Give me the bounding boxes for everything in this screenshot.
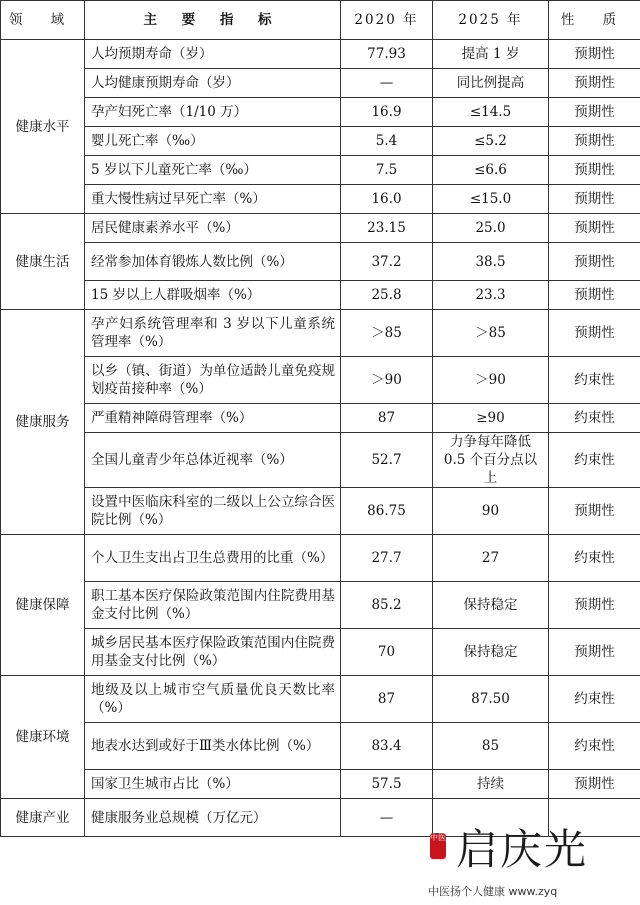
value-2020-cell: 37.2	[341, 243, 433, 281]
indicator-cell: 健康服务业总规模（万亿元）	[85, 799, 341, 837]
nature-cell: 约束性	[549, 433, 640, 488]
value-2025-cell: 提高 1 岁	[433, 40, 549, 69]
table-row	[1, 723, 640, 770]
header-2020: 2020 年	[341, 1, 433, 40]
value-2025-cell: 同比例提高	[433, 69, 549, 98]
indicator-cell: 孕产妇系统管理率和 3 岁以下儿童系统管理率（%）	[85, 310, 341, 357]
value-2020-cell: 57.5	[341, 770, 433, 799]
header-2025: 2025 年	[433, 1, 549, 40]
domain-cell: 健康服务	[1, 310, 85, 535]
value-2020-cell: 27.7	[341, 535, 433, 582]
value-2025-cell: 90	[433, 488, 549, 535]
table-row	[1, 98, 640, 127]
value-2020-cell: 16.9	[341, 98, 433, 127]
value-2020-cell: 83.4	[341, 723, 433, 770]
value-2020-cell: ＞85	[341, 310, 433, 357]
table-row	[1, 214, 640, 243]
domain-cell: 健康生活	[1, 214, 85, 310]
table-row	[1, 40, 640, 69]
domain-cell: 健康保障	[1, 535, 85, 676]
nature-cell: 约束性	[549, 535, 640, 582]
nature-cell: 预期性	[549, 214, 640, 243]
nature-cell: 约束性	[549, 404, 640, 433]
table-row	[1, 69, 640, 98]
indicator-cell: 15 岁以上人群吸烟率（%）	[85, 281, 341, 310]
value-2025-cell: ＞85	[433, 310, 549, 357]
value-2025-cell: ＞90	[433, 357, 549, 404]
nature-cell: 预期性	[549, 127, 640, 156]
value-2025-cell: 23.3	[433, 281, 549, 310]
value-2025-cell: ≤6.6	[433, 156, 549, 185]
value-2025-cell: 保持稳定	[433, 629, 549, 676]
nature-cell: 预期性	[549, 582, 640, 629]
table-row	[1, 243, 640, 281]
indicator-cell: 全国儿童青少年总体近视率（%）	[85, 433, 341, 488]
nature-cell: 预期性	[549, 281, 640, 310]
nature-cell: 约束性	[549, 723, 640, 770]
nature-cell: 预期性	[549, 629, 640, 676]
nature-cell: 预期性	[549, 185, 640, 214]
value-2020-cell: 25.8	[341, 281, 433, 310]
value-2025-cell: ≤5.2	[433, 127, 549, 156]
indicator-cell: 居民健康素养水平（%）	[85, 214, 341, 243]
table-row	[1, 310, 640, 357]
value-2020-cell: 86.75	[341, 488, 433, 535]
header-domain: 领 域	[1, 1, 85, 40]
value-2020-cell: 5.4	[341, 127, 433, 156]
header-indicator: 主 要 指 标	[85, 1, 341, 40]
indicator-cell: 严重精神障碍管理率（%）	[85, 404, 341, 433]
value-2020-cell: 87	[341, 404, 433, 433]
indicator-cell: 孕产妇死亡率（1/10 万）	[85, 98, 341, 127]
table-row	[1, 582, 640, 629]
indicator-cell: 重大慢性病过早死亡率（%）	[85, 185, 341, 214]
nature-cell: 预期性	[549, 243, 640, 281]
header-row	[1, 1, 640, 40]
table-row	[1, 676, 640, 723]
value-2025-cell: ≥90	[433, 404, 549, 433]
header-nature: 性 质	[549, 1, 640, 40]
table-row	[1, 433, 640, 488]
indicator-cell: 人均预期寿命（岁）	[85, 40, 341, 69]
indicator-cell: 设置中医临床科室的二级以上公立综合医院比例（%）	[85, 488, 341, 535]
nature-cell: 预期性	[549, 310, 640, 357]
table-row	[1, 156, 640, 185]
value-2020-cell: 77.93	[341, 40, 433, 69]
value-2020-cell: 85.2	[341, 582, 433, 629]
value-2020-cell: 16.0	[341, 185, 433, 214]
value-2025-cell: 87.50	[433, 676, 549, 723]
table-row	[1, 488, 640, 535]
table-row	[1, 404, 640, 433]
indicator-cell: 婴儿死亡率（‰）	[85, 127, 341, 156]
indicator-cell: 职工基本医疗保险政策范围内住院费用基金支付比例（%）	[85, 582, 341, 629]
value-2020-cell: —	[341, 69, 433, 98]
domain-cell: 健康产业	[1, 799, 85, 837]
nature-cell: 预期性	[549, 488, 640, 535]
value-2020-cell: 7.5	[341, 156, 433, 185]
nature-cell: 预期性	[549, 156, 640, 185]
table-row	[1, 185, 640, 214]
value-2025-cell: 85	[433, 723, 549, 770]
indicator-cell: 以乡（镇、街道）为单位适龄儿童免疫规划疫苗接种率（%）	[85, 357, 341, 404]
domain-cell: 健康水平	[1, 40, 85, 214]
value-2020-cell: 52.7	[341, 433, 433, 488]
indicator-cell: 个人卫生支出占卫生总费用的比重（%）	[85, 535, 341, 582]
indicator-cell: 国家卫生城市占比（%）	[85, 770, 341, 799]
nature-cell: 预期性	[549, 98, 640, 127]
nature-cell: 约束性	[549, 357, 640, 404]
watermark-logo	[386, 813, 636, 905]
value-2025-cell: 25.0	[433, 214, 549, 243]
watermark-seal: 中医	[430, 833, 446, 859]
domain-cell: 健康环境	[1, 676, 85, 799]
indicator-cell: 5 岁以下儿童死亡率（‰）	[85, 156, 341, 185]
value-2025-cell: 力争每年降低 0.5 个百分点以上	[433, 433, 549, 488]
value-2020-cell: —	[341, 799, 433, 837]
nature-cell: 预期性	[549, 770, 640, 799]
watermark-subtitle: 中医扬个人健康 www.zyq	[428, 885, 558, 898]
value-2020-cell: ＞90	[341, 357, 433, 404]
value-2020-cell: 23.15	[341, 214, 433, 243]
table-row	[1, 127, 640, 156]
table-row	[1, 535, 640, 582]
value-2025-cell: 38.5	[433, 243, 549, 281]
value-2025-cell: ≤15.0	[433, 185, 549, 214]
value-2025-cell: 保持稳定	[433, 582, 549, 629]
table-row	[1, 629, 640, 676]
watermark-title: 启庆光	[456, 825, 589, 874]
nature-cell: 预期性	[549, 40, 640, 69]
value-2025-cell: ≤14.5	[433, 98, 549, 127]
nature-cell: 预期性	[549, 69, 640, 98]
value-2020-cell: 87	[341, 676, 433, 723]
value-2025-cell: 持续	[433, 770, 549, 799]
indicator-cell: 经常参加体育锻炼人数比例（%）	[85, 243, 341, 281]
indicator-cell: 人均健康预期寿命（岁）	[85, 69, 341, 98]
indicator-cell: 地级及以上城市空气质量优良天数比率（%）	[85, 676, 341, 723]
table-row	[1, 281, 640, 310]
value-2020-cell: 70	[341, 629, 433, 676]
nature-cell: 约束性	[549, 676, 640, 723]
table-row	[1, 357, 640, 404]
indicator-cell: 地表水达到或好于Ⅲ类水体比例（%）	[85, 723, 341, 770]
table-row	[1, 770, 640, 799]
indicator-cell: 城乡居民基本医疗保险政策范围内住院费用基金支付比例（%）	[85, 629, 341, 676]
value-2025-cell: 27	[433, 535, 549, 582]
